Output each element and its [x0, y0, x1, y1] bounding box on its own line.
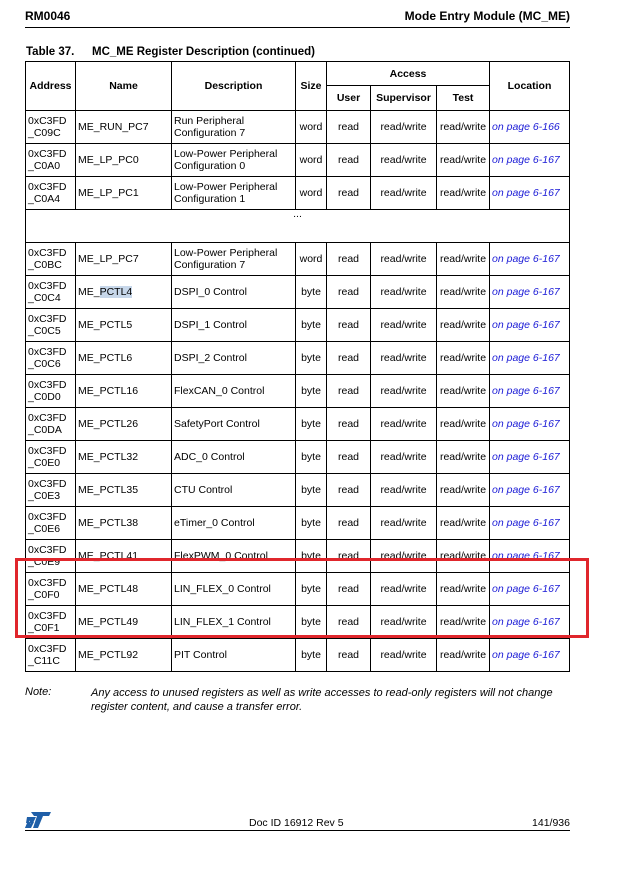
table-row	[26, 342, 570, 375]
table-body-top	[26, 111, 570, 210]
address-cell: 0xC3FD _C0F1	[26, 606, 76, 639]
location-link[interactable]: on page 6-167	[490, 144, 570, 177]
supervisor-access-cell: read/write	[371, 474, 437, 507]
register-table	[25, 61, 570, 672]
col-header-user: User	[327, 86, 371, 111]
location-link[interactable]: on page 6-167	[490, 441, 570, 474]
table-row	[26, 276, 570, 309]
location-link[interactable]: on page 6-167	[490, 342, 570, 375]
location-link[interactable]: on page 6-167	[490, 573, 570, 606]
name-cell	[76, 276, 172, 309]
table-row	[26, 606, 570, 639]
description-cell: Low-Power Peripheral Configuration 0	[172, 144, 296, 177]
supervisor-access-cell: read/write	[371, 540, 437, 573]
name-cell: ME_PCTL38	[76, 507, 172, 540]
name-cell: ME_PCTL5	[76, 309, 172, 342]
col-header-description: Description	[172, 62, 296, 111]
size-cell: byte	[296, 540, 327, 573]
supervisor-access-cell: read/write	[371, 573, 437, 606]
test-access-cell: read/write	[437, 177, 490, 210]
size-cell: byte	[296, 309, 327, 342]
table-row	[26, 639, 570, 672]
supervisor-access-cell: read/write	[371, 375, 437, 408]
test-access-cell: read/write	[437, 474, 490, 507]
size-cell: word	[296, 177, 327, 210]
address-cell: 0xC3FD _C0C6	[26, 342, 76, 375]
location-link[interactable]: on page 6-167	[490, 507, 570, 540]
user-access-cell: read	[327, 540, 371, 573]
user-access-cell: read	[327, 639, 371, 672]
table-row	[26, 177, 570, 210]
col-header-size: Size	[296, 62, 327, 111]
note-label: Note:	[25, 686, 52, 698]
test-access-cell: read/write	[437, 111, 490, 144]
location-link[interactable]: on page 6-167	[490, 540, 570, 573]
description-cell: FlexPWM_0 Control	[172, 540, 296, 573]
col-header-address: Address	[26, 62, 76, 111]
size-cell: byte	[296, 408, 327, 441]
description-cell: LIN_FLEX_1 Control	[172, 606, 296, 639]
supervisor-access-cell: read/write	[371, 606, 437, 639]
test-access-cell: read/write	[437, 639, 490, 672]
location-link[interactable]: on page 6-167	[490, 474, 570, 507]
address-cell: 0xC3FD _C0C4	[26, 276, 76, 309]
location-link[interactable]: on page 6-167	[490, 408, 570, 441]
footer-rule	[25, 830, 570, 831]
table-row	[26, 573, 570, 606]
address-cell: 0xC3FD _C0A0	[26, 144, 76, 177]
size-cell: byte	[296, 606, 327, 639]
test-access-cell: read/write	[437, 342, 490, 375]
col-header-name: Name	[76, 62, 172, 111]
table-row	[26, 243, 570, 276]
col-header-test: Test	[437, 86, 490, 111]
user-access-cell: read	[327, 408, 371, 441]
test-access-cell: read/write	[437, 606, 490, 639]
address-cell: 0xC3FD _C0A4	[26, 177, 76, 210]
supervisor-access-cell: read/write	[371, 243, 437, 276]
name-cell: ME_LP_PC7	[76, 243, 172, 276]
table-row	[26, 540, 570, 573]
name-cell: ME_PCTL6	[76, 342, 172, 375]
location-link[interactable]: on page 6-167	[490, 276, 570, 309]
size-cell: word	[296, 111, 327, 144]
table-title: MC_ME Register Description (continued)	[92, 46, 315, 58]
address-cell: 0xC3FD _C0C5	[26, 309, 76, 342]
user-access-cell: read	[327, 507, 371, 540]
description-cell: FlexCAN_0 Control	[172, 375, 296, 408]
name-cell: ME_LP_PC0	[76, 144, 172, 177]
description-cell: Low-Power Peripheral Configuration 1	[172, 177, 296, 210]
description-cell: DSPI_1 Control	[172, 309, 296, 342]
user-access-cell: read	[327, 474, 371, 507]
name-cell: ME_PCTL48	[76, 573, 172, 606]
user-access-cell: read	[327, 375, 371, 408]
address-cell: 0xC3FD _C0E6	[26, 507, 76, 540]
test-access-cell: read/write	[437, 573, 490, 606]
size-cell: byte	[296, 342, 327, 375]
name-cell: ME_PCTL32	[76, 441, 172, 474]
supervisor-access-cell: read/write	[371, 408, 437, 441]
user-access-cell: read	[327, 276, 371, 309]
address-cell: 0xC3FD _C0BC	[26, 243, 76, 276]
user-access-cell: read	[327, 342, 371, 375]
test-access-cell: read/write	[437, 309, 490, 342]
supervisor-access-cell: read/write	[371, 507, 437, 540]
table-row	[26, 408, 570, 441]
table-row	[26, 144, 570, 177]
address-cell: 0xC3FD _C0DA	[26, 408, 76, 441]
address-cell: 0xC3FD _C0E0	[26, 441, 76, 474]
table-row	[26, 375, 570, 408]
test-access-cell: read/write	[437, 144, 490, 177]
user-access-cell: read	[327, 144, 371, 177]
table-row	[26, 111, 570, 144]
supervisor-access-cell: read/write	[371, 639, 437, 672]
location-link[interactable]: on page 6-166	[490, 111, 570, 144]
note-text: Any access to unused registers as well as write accesses to read-only registers will not change register content, and cause a transfer error.	[91, 687, 553, 713]
col-header-location: Location	[490, 62, 570, 111]
description-cell: Low-Power Peripheral Configuration 7	[172, 243, 296, 276]
supervisor-access-cell: read/write	[371, 342, 437, 375]
col-header-access: Access	[327, 62, 490, 86]
user-access-cell: read	[327, 441, 371, 474]
location-link[interactable]: on page 6-167	[490, 177, 570, 210]
size-cell: word	[296, 243, 327, 276]
description-cell: CTU Control	[172, 474, 296, 507]
description-cell: DSPI_0 Control	[172, 276, 296, 309]
location-link[interactable]: on page 6-167	[490, 639, 570, 672]
description-cell: PIT Control	[172, 639, 296, 672]
description-cell: ADC_0 Control	[172, 441, 296, 474]
description-cell: DSPI_2 Control	[172, 342, 296, 375]
test-access-cell: read/write	[437, 375, 490, 408]
table-caption	[26, 46, 315, 58]
location-link[interactable]: on page 6-167	[490, 309, 570, 342]
name-cell: ME_PCTL41	[76, 540, 172, 573]
table-row	[26, 309, 570, 342]
footer-page-number: 141/936	[532, 817, 570, 829]
ellipsis-cell: ...	[26, 210, 570, 243]
st-logo-icon	[25, 812, 51, 828]
supervisor-access-cell: read/write	[371, 177, 437, 210]
location-link[interactable]: on page 6-167	[490, 375, 570, 408]
size-cell: byte	[296, 573, 327, 606]
description-cell: eTimer_0 Control	[172, 507, 296, 540]
table-body-bottom	[26, 243, 570, 672]
ellipsis-row	[26, 210, 570, 243]
user-access-cell: read	[327, 309, 371, 342]
size-cell: word	[296, 144, 327, 177]
name-cell: ME_PCTL49	[76, 606, 172, 639]
table-row	[26, 441, 570, 474]
test-access-cell: read/write	[437, 276, 490, 309]
address-cell: 0xC3FD _C11C	[26, 639, 76, 672]
address-cell: 0xC3FD _C0F0	[26, 573, 76, 606]
size-cell: byte	[296, 441, 327, 474]
address-cell: 0xC3FD _C0D0	[26, 375, 76, 408]
user-access-cell: read	[327, 243, 371, 276]
test-access-cell: read/write	[437, 507, 490, 540]
description-cell: LIN_FLEX_0 Control	[172, 573, 296, 606]
description-cell: Run Peripheral Configuration 7	[172, 111, 296, 144]
description-cell: SafetyPort Control	[172, 408, 296, 441]
table-row	[26, 507, 570, 540]
size-cell: byte	[296, 474, 327, 507]
name-cell: ME_PCTL26	[76, 408, 172, 441]
test-access-cell: read/write	[437, 408, 490, 441]
test-access-cell: read/write	[437, 243, 490, 276]
user-access-cell: read	[327, 177, 371, 210]
supervisor-access-cell: read/write	[371, 276, 437, 309]
col-header-supervisor: Supervisor	[371, 86, 437, 111]
size-cell: byte	[296, 276, 327, 309]
address-cell: 0xC3FD _C0E9	[26, 540, 76, 573]
footer-doc-id: Doc ID 16912 Rev 5	[249, 817, 344, 829]
table-number: Table 37.	[26, 46, 75, 58]
selected-text[interactable]: PCTL4	[99, 286, 133, 298]
table-row	[26, 474, 570, 507]
name-cell: ME_PCTL16	[76, 375, 172, 408]
size-cell: byte	[296, 375, 327, 408]
document-id: RM0046	[25, 9, 71, 23]
location-link[interactable]: on page 6-167	[490, 243, 570, 276]
name-cell: ME_LP_PC1	[76, 177, 172, 210]
test-access-cell: read/write	[437, 540, 490, 573]
supervisor-access-cell: read/write	[371, 441, 437, 474]
user-access-cell: read	[327, 111, 371, 144]
name-cell: ME_RUN_PC7	[76, 111, 172, 144]
supervisor-access-cell: read/write	[371, 144, 437, 177]
test-access-cell: read/write	[437, 441, 490, 474]
user-access-cell: read	[327, 573, 371, 606]
name-cell: ME_PCTL35	[76, 474, 172, 507]
address-cell: 0xC3FD _C0E3	[26, 474, 76, 507]
supervisor-access-cell: read/write	[371, 309, 437, 342]
name-cell: ME_PCTL92	[76, 639, 172, 672]
size-cell: byte	[296, 639, 327, 672]
header-rule	[25, 27, 570, 28]
table-ellipsis-body	[26, 210, 570, 243]
name-prefix: ME_	[78, 286, 100, 298]
supervisor-access-cell: read/write	[371, 111, 437, 144]
location-link[interactable]: on page 6-167	[490, 606, 570, 639]
size-cell: byte	[296, 507, 327, 540]
module-title: Mode Entry Module (MC_ME)	[404, 9, 570, 23]
user-access-cell: read	[327, 606, 371, 639]
address-cell: 0xC3FD _C09C	[26, 111, 76, 144]
